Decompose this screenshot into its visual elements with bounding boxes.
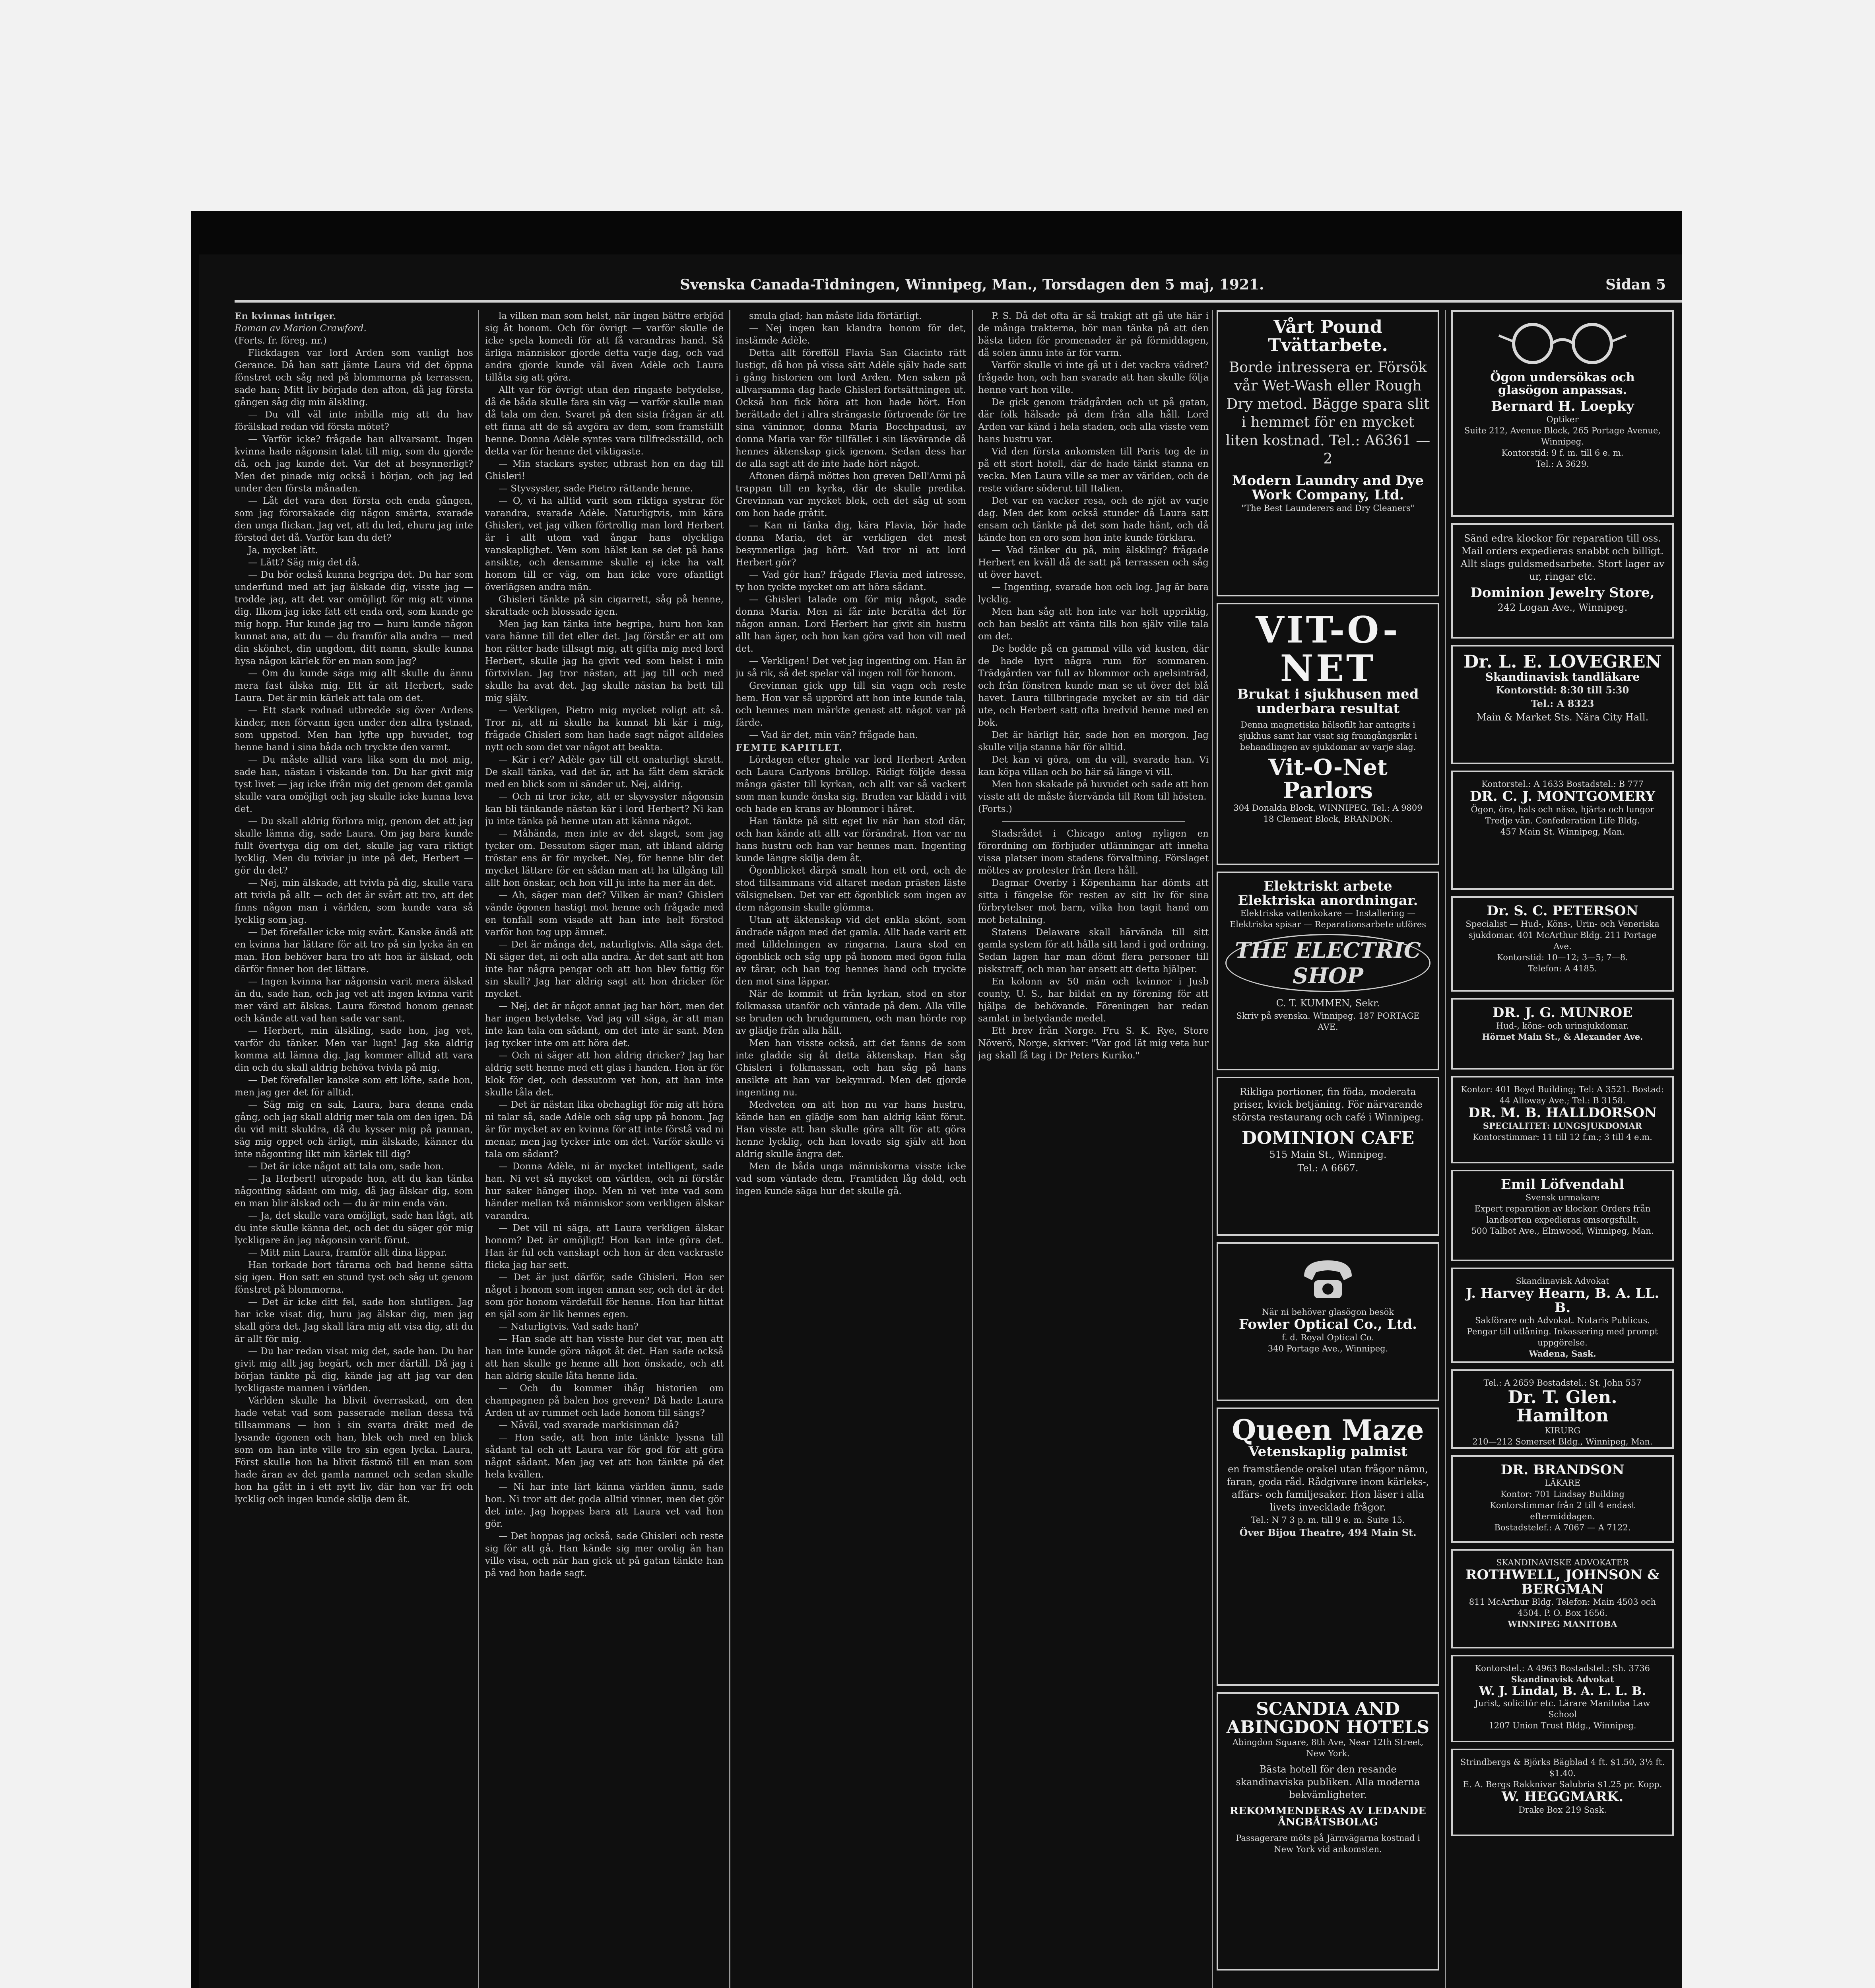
column-rule	[1445, 310, 1446, 1988]
story-paragraphs	[978, 310, 1209, 803]
story-paragraph: Utan att äktenskap vid det enkla skönt, som ändrade någon med det gamla. Allt hade varit ett med tilldelningen av ringarna. Laura stod en ögonblick och såg upp på honom med ögon fulla av tårar, och han tog hennes hand och tryckte den mot sina läppar.	[736, 915, 966, 987]
ad-fowler-optical	[1217, 1242, 1439, 1401]
story-paragraph: Ett brev från Norge. Fru S. K. Rye, Store Növerö, Norge, skriver: "Var god lät mig veta hur jag skall få tag i Dr Peters Kuriko."	[978, 1026, 1209, 1061]
ad-subtitle: f. d. Royal Optical Co.	[1282, 1332, 1374, 1342]
story-paragraphs	[485, 310, 724, 1580]
story-paragraph: — Nej, det är något annat jag har hört, men det har ingen betydelse. Vad jag vill säga, är att man inte kan tala om sådant, om det inte är sant. Men jag tycker inte om att höra det.	[485, 1001, 724, 1048]
story-paragraph: — Det är icke ditt fel, sade hon slutligen. Jag har icke visat dig, huru jag älskar dig, men jag skall göra det. Jag skall lära mig att visa dig, att du är allt för mig.	[235, 1297, 473, 1344]
ad-phone: Kontorstel.: A 1633 Bostadstel.: B 777	[1481, 779, 1644, 789]
ad-name: Fowler Optical Co., Ltd.	[1239, 1316, 1417, 1332]
eyeglasses-icon	[1497, 320, 1628, 367]
ad-subtitle: Svensk urmakare	[1525, 1192, 1600, 1202]
ad-halldorson	[1451, 1076, 1674, 1163]
story-paragraph: — Verkligen! Det vet jag ingenting om. Han är ju så rik, så det spelar väl ingen roll för honom.	[736, 656, 966, 679]
story-column-4	[978, 310, 1209, 1988]
story-paragraph: — Ingen kvinna har någonsin varit mera älskad än du, sade han, och jag vet att ingen kvinna varit mer värd att älskas. Laura förstod honom genast och kände att vad han sade var sant.	[235, 977, 473, 1024]
story-paragraph: — Det är nästan lika obehagligt för mig att höra ni talar så, sade Adèle och såg upp på honom. Jag är för mycket av en kvinna för att inte förstå vad ni menar, men jag tycker inte om det. Varför skulle vi tala om sådant?	[485, 1100, 724, 1159]
story-paragraph: Varför skulle vi inte gå ut i det vackra vädret? frågade hon, och han svarade att han skulle följa henne vart hon ville.	[978, 360, 1209, 395]
ad-body: Bästa hotell för den resande skandinaviska publiken. Alla moderna bekvämligheter.	[1236, 1764, 1420, 1801]
ad-title: Queen Maze	[1232, 1413, 1424, 1446]
story-paragraph: — Det är just därför, sade Ghisleri. Hon ser något i honom som ingen annan ser, och det är det som gör honom värdefull för henne. Hon har hittat en själ som är lik hennes egen.	[485, 1272, 724, 1320]
ad-address: 1207 Union Trust Bldg., Winnipeg.	[1489, 1720, 1636, 1730]
ad-title: Ögon undersökas och glasögon anpassas.	[1490, 371, 1635, 397]
ad-note: Passagerare möts på Järnvägarna kostnad i New York vid ankomsten.	[1236, 1833, 1420, 1854]
ad-lindal	[1451, 1655, 1674, 1742]
story-paragraph: Lördagen efter ghale var lord Herbert Arden och Laura Carlyons bröllop. Ridigt följde dessa många gäster till kyrkan, och allt var så vackert som man kunde önska sig. Bruden var klädd i vitt och hade en krans av blommor i håret.	[736, 755, 966, 814]
ad-address: Skriv på svenska. Winnipeg. 187 PORTAGE AVE.	[1236, 1011, 1420, 1032]
chapter-heading: FEMTE KAPITLET.	[736, 742, 843, 753]
ad-dominion-cafe	[1217, 1077, 1439, 1236]
story-paragraph: Det var en vacker resa, och de njöt av varje dag. Men det kom också stunder då Laura satt ensam och tänkte på det som hade hänt, och då kände hon en oro som hon inte kunde förklara.	[978, 496, 1209, 543]
ad-recommendation: REKOMMENDERAS AV LEDANDE ÅNGBÅTSBOLAG	[1230, 1805, 1426, 1828]
story-paragraphs	[736, 310, 966, 742]
story-paragraph: Vid den första ankomsten till Paris tog de in på ett stort hotell, där de hade tänkt stanna en vecka. Men Laura ville se mer av världen, och de reste vidare söderut till Italien.	[978, 447, 1209, 494]
story-paragraph: — Han sade att han visste hur det var, men att han inte kunde göra något åt det. Han sade också att han skulle ge henne allt hon önskade, och att han aldrig skulle låta henne lida.	[485, 1334, 724, 1381]
ad-harvey-hearn	[1451, 1268, 1674, 1363]
ad-title: SCANDIA AND ABINGDON HOTELS	[1226, 1699, 1430, 1738]
story-paragraph: Medveten om att hon nu var hans hustru, kände han en glädje som han aldrig känt förut. Han visste att han skulle göra allt för att göra henne lycklig, och han lovade sig själv att hon aldrig skulle ångra det.	[736, 1100, 966, 1159]
ad-vart-pound	[1217, 310, 1439, 596]
story-column-2	[485, 310, 724, 1988]
ad-queen-maze	[1217, 1408, 1439, 1686]
story-paragraph: — Det förefaller icke mig svårt. Kanske ändå att en kvinna har lättare för att tro på sin lycka än en man. Hon behöver bara tro att hon är älskad, och därför finner hon det lättare.	[235, 927, 473, 975]
ad-address: 242 Logan Ave., Winnipeg.	[1497, 602, 1628, 613]
story-paragraph: Allt var för övrigt utan den ringaste betydelse, då de båda skulle fara sin väg — varför skulle man då tala om den. Svaret på den sista frågan är att ett finna att de så avgöra av dem, som framställt henne. Donna Adèle syntes vara tillfredsställd, och detta var för henne det viktigaste.	[485, 385, 724, 457]
story-paragraph: — Kär i er? Adèle gav till ett onaturligt skratt. De skall tänka, vad det är, att ha fått dem skräck med en blick som ni sänder ut. Nej, aldrig.	[485, 755, 724, 790]
ad-phone: Tel.: A 2659 Bostadstel.: St. John 557	[1483, 1378, 1642, 1388]
ad-company: Modern Laundry and Dye Work Company, Ltd.	[1232, 473, 1424, 503]
ad-subtitle: KIRURG	[1544, 1426, 1581, 1436]
ad-address: Kontor: 701 Lindsay Building	[1500, 1489, 1625, 1499]
story-paragraph: P. S. Då det ofta är så trakigt att gå ute här i de många trakterna, bör man tänka på att den bästa tiden för promenader är på förmiddagen, då solen ännu inte är för varm.	[978, 311, 1209, 358]
ad-name: ROTHWELL, JOHNSON & BERGMAN	[1465, 1567, 1660, 1597]
ad-body: Sänd edra klockor för reparation till oss. Mail orders expedieras snabbt och billigt. Allt slags guldsmedsarbete. Stort lager av ur, ringar etc.	[1460, 533, 1665, 582]
ad-note: När ni behöver glasögon besök	[1262, 1307, 1394, 1317]
story-paragraph: Detta allt förefföll Flavia San Giacinto rätt lustigt, då hon på vissa sätt Adèle själv hade satt i gång historien om lord Arden. Men saken på allvarsamma dag hade Ghisleri fortsättningen ut. Också hon fick höra att hon hade hört. Hon berättade det i allra strängaste förtroende för tre sina väninnor, donna Maria Bocchpadusi, av donna Maria var för tillfället i sin läsvärande då hennes äktenskap gick igenom. Sedan dess har de alla sagt att de inte hade hört något.	[736, 348, 966, 469]
ad-title: Skandinavisk Advokat	[1516, 1276, 1609, 1286]
story-continuation-note: (Forts. fr. föreg. nr.)	[235, 336, 327, 346]
ad-name: Dominion Jewelry Store,	[1470, 585, 1655, 601]
ad-name: Emil Löfvendahl	[1500, 1176, 1625, 1192]
ad-specialty: SPECIALITET: LUNGSJUKDOMAR	[1483, 1120, 1642, 1131]
story-paragraph: — Nåväl, vad svarade markisinnan då?	[499, 1420, 679, 1431]
ad-vitonet	[1217, 603, 1439, 865]
ad-body: Rikliga portioner, fin föda, moderata priser, kvick betjäning. För närvarande största restaurang och café i Winnipeg.	[1232, 1086, 1424, 1123]
ad-address: Över Bijou Theatre, 494 Main St.	[1239, 1527, 1417, 1539]
story-paragraph: — Herbert, min älskling, sade hon, jag vet, varför du tänker. Men var lugn! Jag ska aldrig komma att lämna dig. Jag kommer alltid att vara din och du skall aldrig behöva tvivla på mig.	[235, 1026, 473, 1073]
story-paragraph: — Lätt? Säg mig det då.	[248, 557, 360, 568]
ad-phone: Telefon: A 4185.	[1528, 963, 1597, 973]
ad-subtitle: Vetenskaplig palmist	[1248, 1443, 1407, 1460]
ad-column-a	[1217, 310, 1439, 1977]
story-paragraph: — Styvsyster, sade Pietro rättande henne.	[499, 483, 693, 494]
ad-title: VIT-O-NET	[1256, 608, 1400, 690]
story-paragraphs	[736, 754, 966, 1198]
ad-subtitle: Optiker	[1546, 414, 1579, 424]
ad-address: 340 Portage Ave., Winnipeg.	[1267, 1343, 1388, 1353]
ad-address: 18 Clement Block, BRANDON.	[1263, 814, 1393, 824]
story-paragraph: — Ja Herbert! utropade hon, att du kan tänka någonting sådant om mig, då jag älskar dig, som en man blir älskad och — du är min enda vän.	[235, 1174, 473, 1209]
story-paragraph: — Ah, säger man det? Vilken är man? Ghisleri vände ögonen hastigt mot henne och frågade med en tonfall som visade att han inte helt förstod varför hon tog upp ämnet.	[485, 890, 724, 938]
story-paragraph: Men jag kan tänka inte begripa, huru hon kan vara hänne till det eller det. Jag förstår er att om hon rätter hade tillsagt mig, att gifta mig med lord Herbert, skulle jag ha givit ved som helst i min förtvivlan. Jag tror nästan, att jag till och med skulle ha avat det. Jag skulle nästan ha bett till mig själv.	[485, 619, 724, 703]
story-paragraph: De bodde på en gammal villa vid kusten, där de hade hyrt några rum för sommaren. Trädgården var full av blommor och apelsinträd, och från fönstren kunde man se ut över det blå havet. Laura tillbringade mycket av sin tid där ute, och Herbert satt ofta bredvid henne med en bok.	[978, 644, 1209, 728]
story-paragraph: Dagmar Overby i Köpenhamn har dömts att sitta i fängelse för resten av sitt liv för sina förbrytelser mot barn, vilka hon tagit hand om mot betalning.	[978, 878, 1209, 925]
ad-address: Tredje vån. Confederation Life Bldg.	[1485, 815, 1640, 825]
story-paragraph: — Nej ingen kan klandra honom för det, instämde Adèle.	[736, 323, 966, 346]
ad-subtitle: Brukat i sjukhusen med underbara resultat	[1237, 686, 1419, 716]
story-paragraph: — Du vill väl inte inbilla mig att du hav förälskad redan vid första mötet?	[235, 410, 473, 432]
ad-electric-shop	[1217, 872, 1439, 1070]
story-paragraph: — Det hoppas jag också, sade Ghisleri och reste sig för att gå. Han kände sig mer orolig än han ville visa, och när han gick ut på gatan tänkte han på vad hon hade sagt.	[485, 1531, 724, 1578]
story-paragraph: — Det förefaller kanske som ett löfte, sade hon, men jag ger det för alltid.	[235, 1075, 473, 1098]
story-column-1	[235, 310, 473, 1988]
story-paragraph: — Det är icke något att tala om, sade hon.	[248, 1161, 444, 1172]
story-title: En kvinnas intriger.	[235, 311, 336, 322]
story-paragraph: — Kan ni tänka dig, kära Flavia, bör hade donna Maria, det är verkligen det mest besynnerliga jag hört. Vad tror ni att lord Herbert gör?	[736, 520, 966, 568]
ad-title: Elektriskt arbete Elektriska anordningar.	[1238, 878, 1418, 909]
story-paragraph: — Det vill ni säga, att Laura verkligen älskar honom? Det är omöjligt! Hon kan inte göra det. Han är ful och vanskapt och hon är den vackraste flicka jag har sett.	[485, 1223, 724, 1270]
ad-body: Hud-, köns- och urinsjukdomar.	[1496, 1021, 1629, 1031]
story-paragraph: Flickdagen var lord Arden som vanligt hos Gerance. Då han satt jämte Laura vid det öppna fönstret och såg ned på blommorna på terrassen, sade han: Mitt liv började den afton, då jag första gången såg dig min älskling.	[235, 348, 473, 408]
ad-body: Elektriska vattenkokare — Installering — Elektriska spisar — Reparationsarbete utföres	[1229, 909, 1427, 930]
story-paragraph: Världen skulle ha blivit överraskad, om den hade vetat vad som passerade mellan dessa två tillsammans — hon i sin svarta dräkt med de lysande ögonen och han, blek och med en blick som om han inte ville tro sin egen lycka. Laura, Först skulle hon ha blivit fästmö till en man som hade äran av det gamla namnet och sedan skulle hon ha gått in i ett nytt liv, där hon var fri och lycklig och ingen kunde skilja dem åt.	[235, 1396, 473, 1505]
ad-address: 210—212 Somerset Bldg., Winnipeg, Man.	[1472, 1437, 1653, 1447]
news-divider	[1002, 821, 1185, 822]
ad-rothwell	[1451, 1549, 1674, 1648]
ad-hours: Kontorstimmar: 11 till 12 f.m.; 3 till 4 e.m.	[1473, 1132, 1652, 1142]
ad-address: 500 Talbot Ave., Elmwood, Winnipeg, Man.	[1471, 1226, 1654, 1236]
story-paragraph: Stadsrådet i Chicago antog nyligen en förordning om förbjuder utlänningar att inneha vissa platser inom stadens förvaltning. Förslaget möttes av protester från flera håll.	[978, 829, 1209, 876]
story-paragraph: Det är härligt här, sade hon en morgon. Jag skulle vilja stanna här för alltid.	[978, 730, 1209, 753]
ad-title: SKANDINAVISKE ADVOKATER	[1496, 1558, 1629, 1567]
story-paragraph: — Och ni säger att hon aldrig dricker? Jag har aldrig sett henne med ett glas i handen. Hon är för klok för det, och dessutom vet hon, att han inte skulle tåla det.	[485, 1050, 724, 1098]
ad-name: DR. BRANDSON	[1500, 1462, 1625, 1478]
ad-address: 811 McArthur Bldg. Telefon: Main 4503 och 4504. P. O. Box 1656.	[1469, 1597, 1656, 1618]
story-paragraph: — Ni har inte lärt känna världen ännu, sade hon. Ni tror att det goda alltid vinner, men det gör det inte. Jag hoppas bara att Laura vet vad hon gör.	[485, 1482, 724, 1529]
ad-body: Borde intressera er. Försök vår Wet-Wash eller Rough Dry metod. Bägge spara slit i hemmet för en mycket liten kostnad. Tel.: A6361 —2	[1225, 359, 1431, 468]
ad-phone: Tel.: N 7 3 p. m. till 9 e. m. Suite 15.	[1251, 1515, 1405, 1525]
story-subtitle: Roman av Marion Crawford.	[235, 323, 367, 334]
story-paragraph: — Vad tänker du på, min älskling? frågade Herbert en kväll då de satt på terrassen och såg ut över havet.	[978, 545, 1209, 580]
ad-body: Strindbergs & Björks Bägblad 4 ft. $1.50, 3½ ft. $1.40.	[1460, 1757, 1665, 1778]
ad-hours: Kontorstimmar från 2 till 4 endast eftermiddagen.	[1490, 1500, 1635, 1521]
story-paragraph: Statens Delaware skall härvända till sitt gamla system för att hålla sitt land i god ordning. Sedan lagen har man dömt flera personer till piskstraff, och man har ansett att detta hjälper.	[978, 927, 1209, 975]
ad-address: 457 Main St. Winnipeg, Man.	[1500, 827, 1625, 837]
ad-address: Wadena, Sask.	[1529, 1349, 1596, 1359]
story-paragraph: — Hon sade, att hon inte tänkte lyssna till sådant tal och att Laura var för god för att göra något sådant. Men jag vet att hon tänkte på det hela kvällen.	[485, 1433, 724, 1480]
story-paragraph: Ghisleri tänkte på sin cigarrett, såg på henne, skrattade och blossade igen.	[485, 594, 724, 617]
ad-peterson	[1451, 896, 1674, 992]
ad-body: en framstående orakel utan frågor nämn, faran, goda råd. Rådgivare inom kärleks-, affärs- och familjesaker. Hon läser i alla livets invecklade frågor.	[1227, 1464, 1429, 1513]
story-continued-sign: (Forts.)	[978, 804, 1012, 814]
ad-hours: Kontorstid: 9 f. m. till 6 e. m.	[1501, 448, 1624, 458]
ad-name: Bernard H. Loepky	[1491, 398, 1634, 414]
story-paragraph: — Måhända, men inte av det slaget, som jag tycker om. Dessutom säger man, att ibland aldrig tröstar ens är för mycket. Nej, för henne blir det mycket lättare för en sådan man att ha tillgång till allt hon önskar, och hon vill ju inte ha mer än det.	[485, 829, 724, 888]
story-paragraph: — Säg mig en sak, Laura, bara denna enda gång, och jag skall aldrig mer tala om den igen. Då du vid mitt skuldra, då du kysser mig på pannan, säg mig oppet och ärligt, min älskade, känner du inte någonting likt min kärlek till dig?	[235, 1100, 473, 1159]
column-rule	[972, 310, 973, 1988]
story-paragraph: — Ghisleri talade om för mig något, sade donna Maria. Men ni får inte berätta det för någon annan. Lord Herbert har givit sin hustru allt han äger, och hon kan göra vad hon vill med det.	[736, 594, 966, 654]
story-paragraph: — Naturligtvis. Vad sade han?	[499, 1322, 639, 1332]
story-paragraph: — Ingenting, svarade hon och log. Jag är bara lycklig.	[978, 582, 1209, 605]
ad-column-b	[1451, 310, 1674, 1842]
news-items	[978, 828, 1209, 1062]
ad-name: DR. C. J. MONTGOMERY	[1470, 788, 1655, 804]
ad-subtitle: E. A. Bergs Rakknivar Salubria $1.25 pr. Kopp.	[1463, 1780, 1662, 1789]
story-paragraph: Men han visste också, att det fanns de som inte gladde sig åt detta äktenskap. Han såg Ghisleri i folkmassan, och han såg på hans ansikte att han var bekymrad. Men det gjorde ingenting nu.	[736, 1038, 966, 1098]
ad-body: Ögon, öra, hals och näsa, hjärta och lungor	[1471, 804, 1654, 814]
story-paragraph: — O, vi ha alltid varit som riktiga systrar för varandra, svarade Adèle. Naturligtvis, min kära Ghisleri, vet jag vilken förtrollig man lord Herbert är i allt utom vad ångar hans olyckliga vanskaplighet. Vem som hälst kan se det på hans ansikte, och densamme skulle ej icke ha valt honom till er väg, om han icke vore ofantligt överlägsen andra män.	[485, 496, 724, 592]
story-paragraph: Men de båda unga människorna visste icke vad som väntade dem. Framtiden låg dold, och ingen kunde säga hur det skulle gå.	[736, 1161, 966, 1196]
ad-lovegren	[1451, 645, 1674, 764]
ad-body: Sakförare och Advokat. Notaris Publicus. Pengar till utlåning. Inkassering med prompt uppgörelse.	[1467, 1316, 1658, 1348]
masthead-title: Svenska Canada-Tidningen, Winnipeg, Man., Torsdagen den 5 maj, 1921.	[680, 276, 1264, 293]
ad-name: C. T. KUMMEN, Sekr.	[1276, 998, 1380, 1009]
story-paragraph: — Du har redan visat mig det, sade han. Du har givit mig allt jag begärt, och mer därtill. Då jag i början tänkte på dig, kände jag att jag var den lyckligaste mannen i världen.	[235, 1346, 473, 1394]
newspaper-page	[199, 254, 1682, 1988]
ad-name: Dr. T. Glen. Hamilton	[1508, 1387, 1617, 1426]
story-paragraph: — Du måste alltid vara lika som du mot mig, sade han, nästan i viskande ton. Du har givit mig tyst livet — jag icke ifrån mig det genom det gamla skulle vara omöjligt och jag skulle icke kunna leva det.	[235, 755, 473, 814]
ad-phone: Kontorstel.: A 4963 Bostadstel.: Sh. 3736	[1475, 1664, 1650, 1673]
story-paragraph: En kolonn av 50 män och kvinnor i Jusb county, U. S., har bildat en ny förening för att hjälpa de behövande. Föreningen har redan samlat in betydande medel.	[978, 977, 1209, 1024]
ad-body: Specialist — Hud-, Köns-, Urin- och Veneriska sjukdomar. 401 McArthur Bldg. 211 Portage Ave.	[1465, 919, 1660, 951]
story-paragraph: — Varför icke? frågade han allvarsamt. Ingen kvinna hade någonsin talat till mig, som du gjorde då, och jag kunde det. Var det at besynnerligt? Men det pinade mig också i början, och jag led under den första månaden.	[235, 434, 473, 494]
story-paragraph: — Låt det vara den första och enda gången, som jag förorsakade dig någon smärta, svarade den unga flickan. Jag vet, att du led, ehuru jag inte förstod det då. Varför kan du det?	[235, 496, 473, 543]
story-paragraph: — Ett stark rodnad utbredde sig över Ardens kinder, men förvann igen under den allra tystnad, som uppstod. Men han lyfte upp huvudet, tog henne hand i sina båda och tryckte den varmt.	[235, 705, 473, 753]
story-paragraph: Ögonblicket därpå smalt hon ett ord, och de stod tillsammans vid altaret medan prästen läste välsignelsen. Det var ett ögonblick som ingen av dem någonsin skulle glömma.	[736, 866, 966, 913]
ad-dominion-jewelry	[1451, 523, 1674, 639]
ad-title: Skandinavisk Advokat	[1511, 1674, 1614, 1684]
story-paragraph: la vilken man som helst, när ingen bättre erbjöd sig åt honom. Och för övrigt — varför skulle de icke spela komedi för att få varandras hand. Så ärliga människor gjorde detta varje dag, och vad andra gjorde kunde väl även Adèle och Laura tillåta sig att göra.	[485, 311, 724, 383]
ad-name: W. HEGGMARK.	[1501, 1789, 1624, 1805]
ad-name: DR. M. B. HALLDORSON	[1468, 1105, 1657, 1121]
ad-address: Suite 212, Avenue Block, 265 Portage Avenue, Winnipeg.	[1464, 425, 1661, 447]
story-paragraph: Han torkade bort tårarna och bad henne sätta sig igen. Hon satt en stund tyst och såg ut genom fönstret på blommorna.	[235, 1260, 473, 1295]
column-rule	[1212, 310, 1213, 1988]
ad-address: Hörnet Main St., & Alexander Ave.	[1482, 1031, 1643, 1042]
ad-name: Dr. S. C. PETERSON	[1487, 903, 1638, 919]
electric-shop-logo: THE ELECTRIC SHOP	[1225, 934, 1431, 992]
ad-lofvendahl	[1451, 1170, 1674, 1261]
ad-body: Denna magnetiska hälsofilt har antagits i sjukhus samt har visat sig framgångsrikt i behandlingen av sjukdomar av varje slag.	[1238, 720, 1417, 752]
ad-body: Expert reparation av klockor. Orders från landsorten expedieras omsorgsfullt.	[1474, 1204, 1651, 1225]
story-paragraph: — Vad är det, min vän? frågade han.	[749, 730, 918, 740]
telephone-icon	[1296, 1252, 1360, 1304]
ad-address: Abingdon Square, 8th Ave, Near 12th Street, New York.	[1232, 1738, 1424, 1759]
story-paragraph: Grevinnan gick upp till sin vagn och reste hem. Hon var så upprörd att hon inte kunde tala, och hennes man märkte genast att något var på färde.	[736, 681, 966, 728]
ad-hours: Kontorstid: 8:30 till 5:30	[1496, 684, 1629, 696]
ad-body: Jurist, solicitör etc. Lärare Manitoba Law School	[1475, 1698, 1650, 1719]
ad-subtitle: LÄKARE	[1544, 1478, 1581, 1488]
story-paragraphs	[235, 347, 473, 1506]
column-rule	[478, 310, 479, 1988]
story-paragraph: Men hon skakade på huvudet och sade att hon visste att de måste återvända till Rom till hösten.	[978, 779, 1209, 802]
story-paragraph: Ja, mycket lätt.	[248, 545, 318, 555]
ad-brandson	[1451, 1455, 1674, 1543]
story-paragraph: — Om du kunde säga mig allt skulle du ännu mera fast älska mig. Ett är att Herbert, sade Laura. Det är min kärlek att tala om det.	[235, 668, 473, 703]
story-paragraph: De gick genom trädgården och ut på gatan, där folk hälsade på dem från alla håll. Lord Arden var känd i hela staden, och alla visste vem hans hustru var.	[978, 397, 1209, 445]
ad-montgomery	[1451, 771, 1674, 890]
ad-heggmark	[1451, 1749, 1674, 1836]
story-paragraph: Han tänkte på sitt eget liv när han stod där, och han kände att allt var förändrat. Hon var nu hans hustru och han var hennes man. Ingenting kunde längre skilja dem åt.	[736, 816, 966, 864]
story-paragraph: — Donna Adèle, ni är mycket intelligent, sade han. Ni vet så mycket om världen, och ni förstår hur saker hänger ihop. Men ni vet inte vad som händer mellan två människor som verkligen älskar varandra.	[485, 1161, 724, 1221]
ad-phone: Bostadstelef.: A 7067 — A 7122.	[1494, 1522, 1631, 1532]
story-paragraph: — Ja, det skulle vara omöjligt, sade han lågt, att du inte skulle känna det, och det du säger gör mig lyckligare än jag någonsin varit förut.	[235, 1211, 473, 1246]
ad-phone: Tel.: A 6667.	[1297, 1163, 1359, 1174]
ad-address: 515 Main St., Winnipeg.	[1269, 1149, 1387, 1161]
story-paragraph: När de kommit ut från kyrkan, stod en stor folkmassa utanför och väntade på dem. Alla ville se bruden och brudgummen, och man hörde rop av glädje från alla håll.	[736, 989, 966, 1036]
ad-city: WINNIPEG MANITOBA	[1508, 1619, 1617, 1629]
ad-name: Vit-O-Net Parlors	[1268, 754, 1388, 804]
ad-phone: Kontor: 401 Boyd Building; Tel: A 3521. Bostad: 44 Alloway Ave.; Tel.: B 3158.	[1461, 1085, 1664, 1105]
story-paragraph: — Nej, min älskade, att tvivla på dig, skulle vara att tvivla på allt — och det är svårt att tro, att det finns någon man i världen, som kunde vara så lycklig som jag.	[235, 878, 473, 925]
ad-title: Vårt Pound Tvättarbete.	[1268, 317, 1388, 356]
story-paragraph: Men han såg att hon inte var helt uppriktig, och han beslöt att vänta tills hon själv ville tala om det.	[978, 607, 1209, 642]
ad-scandia-hotels	[1217, 1692, 1439, 1971]
page-number: Sidan 5	[1605, 276, 1666, 293]
ad-hamilton	[1451, 1369, 1674, 1449]
ad-title: Skandinavisk tandläkare	[1485, 670, 1640, 684]
story-paragraph: — Mitt min Laura, framför allt dina läppar.	[248, 1248, 447, 1258]
ad-address: Main & Market Sts. Nära City Hall.	[1476, 711, 1649, 723]
story-paragraph: smula glad; han måste lida förtärligt.	[749, 311, 922, 321]
ad-loepky-optiker	[1451, 310, 1674, 517]
ad-address: Drake Box 219 Sask.	[1518, 1805, 1607, 1815]
story-paragraph: Det kan vi göra, om du vill, svarade han. Vi kan köpa villan och bo här så länge vi vill.	[978, 755, 1209, 777]
story-paragraph: — Min stackars syster, utbrast hon en dag till Ghisleri!	[485, 459, 724, 481]
story-paragraph: — Och ni tror icke, att er skyvsyster någonsin kan bli tänkande nästan kär i lord Herbert? Ni kan ju inte tänka på henne utan att känna något.	[485, 792, 724, 827]
story-paragraph: — Det är många det, naturligtvis. Alla säga det. Ni säger det, ni och alla andra. Är det sant att hon inte har några pengar och att hon blev fattig för sin skull? Jag har aldrig sagt att hon dricker för mycket.	[485, 940, 724, 999]
ad-address: 304 Donalda Block, WINNIPEG. Tel.: A 9809	[1233, 803, 1423, 813]
story-paragraph: — Vad gör han? frågade Flavia med intresse, ty hon tyckte mycket om att höra sådant.	[736, 570, 966, 592]
ad-name: W. J. Lindal, B. A. L. L. B.	[1479, 1684, 1646, 1698]
ad-hours: Kontorstid: 10—12; 3—5; 7—8.	[1497, 952, 1628, 962]
column-rule	[729, 310, 730, 1988]
story-paragraph: Aftonen därpå möttes hon greven Dell'Armi på trappan till en kyrka, där de skulle predika. Grevinnan var mycket blek, och det såg ut som om hon hade gråtit.	[736, 471, 966, 518]
story-paragraph: — Verkligen, Pietro mig mycket roligt att så. Tror ni, att ni skulle ha kunnat bli kär i mig, frågade Ghisleri som han hade sagt något alldeles nytt och som det var något att beakta.	[485, 705, 724, 753]
story-paragraph: — Du bör också kunna begripa det. Du har som underfund med att jag älskade dig, visste jag — trodde jag, att det var omöjligt för mig att vinna dig. Ilkom jag icke fatt ett enda ord, som kunde ge mig hopp. Hur kunde jag tro — huru kunde någon kunnat ana, att du — du framför alla andra — med din skönhet, din ungdom, ditt namn, skulle kunna hysa någon kärlek för en man som jag?	[235, 570, 473, 666]
ad-name: J. Harvey Hearn, B. A. LL. B.	[1465, 1285, 1660, 1316]
ad-name: Dr. L. E. LOVEGREN	[1464, 652, 1661, 672]
ad-name: DOMINION CAFE	[1241, 1128, 1415, 1148]
ad-phone: Tel.: A 3629.	[1536, 459, 1589, 469]
ad-slogan: "The Best Launderers and Dry Cleaners"	[1241, 503, 1415, 513]
ad-name: DR. J. G. MUNROE	[1492, 1005, 1633, 1021]
ad-munroe	[1451, 998, 1674, 1070]
story-paragraph: — Och du kommer ihåg historien om champagnen på balen hos greven? Då hade Laura Arden ut av rummet och lade honom till sängs?	[485, 1383, 724, 1418]
ad-phone: Tel.: A 8323	[1531, 697, 1594, 709]
story-column-3	[736, 310, 966, 1988]
story-paragraph: — Du skall aldrig förlora mig, genom det att jag skulle lämna dig, sade Laura. Om jag bara kunde fullt övertyga dig om det, skulle jag vara riktigt lycklig. Men du tviviar ju inte på det, Herbert — gör du det?	[235, 816, 473, 876]
masthead	[235, 268, 1682, 303]
